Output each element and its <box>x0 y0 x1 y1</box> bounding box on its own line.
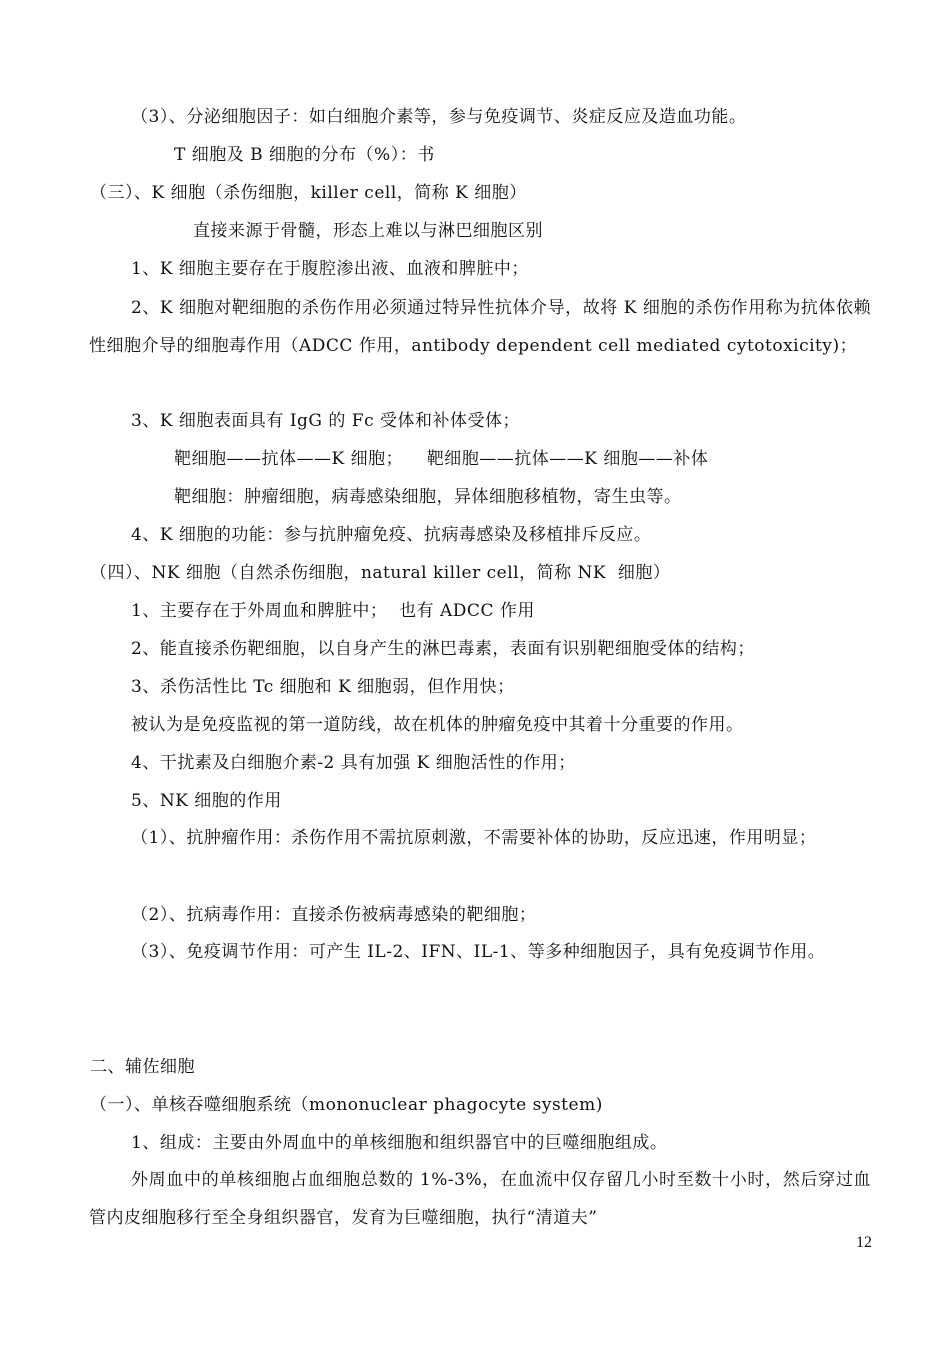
text-line: 3、K 细胞表面具有 IgG 的 Fc 受体和补体受体； <box>131 411 521 431</box>
text-line: 被认为是免疫监视的第一道防线，故在机体的肿瘤免疫中其着十分重要的作用。 <box>131 715 744 735</box>
text-line: 1、组成：主要由外周血中的单核细胞和组织器官中的巨噬细胞组成。 <box>131 1133 668 1153</box>
paragraph: （1）、抗肿瘤作用：杀伤作用不需抗原刺激，不需要补体的协助，反应迅速，作用明显； <box>131 828 817 848</box>
paragraph: （3）、免疫调节作用：可产生 IL-2、IFN、IL-1、等多种细胞因子，具有免疫调节作用。 <box>131 942 826 962</box>
text-line: 4、干扰素及白细胞介素-2 具有加强 K 细胞活性的作用； <box>131 753 576 773</box>
page-number: 12 <box>856 1234 872 1251</box>
text-line: （3）、分泌细胞因子：如白细胞介素等，参与免疫调节、炎症反应及造血功能。 <box>131 107 747 127</box>
text-line: 靶细胞：肿瘤细胞，病毒感染细胞，异体细胞移植物，寄生虫等。 <box>174 487 682 507</box>
section-heading: 二、辅佐细胞 <box>90 1057 195 1077</box>
text-line: 5、NK 细胞的作用 <box>131 791 282 811</box>
text-line: 3、杀伤活性比 Tc 细胞和 K 细胞弱，但作用快； <box>131 677 515 697</box>
text-line: （2）、抗病毒作用：直接杀伤被病毒感染的靶细胞； <box>131 905 537 925</box>
text-line: 直接来源于骨髓，形态上难以与淋巴细胞区别 <box>193 221 543 241</box>
text-line: 2、能直接杀伤靶细胞，以自身产生的淋巴毒素，表面有识别靶细胞受体的结构； <box>131 639 755 659</box>
section-heading: （三）、K 细胞（杀伤细胞，killer cell，简称 K 细胞） <box>90 183 527 203</box>
section-heading: （一）、单核吞噬细胞系统（mononuclear phagocyte system) <box>90 1095 603 1115</box>
text-line: 1、K 细胞主要存在于腹腔渗出液、血液和脾脏中； <box>131 259 529 279</box>
text-line: T 细胞及 B 细胞的分布（%）：书 <box>174 145 435 165</box>
text-line: 1、主要存在于外周血和脾脏中； 也有 ADCC 作用 <box>131 601 535 621</box>
paragraph: 2、K 细胞对靶细胞的杀伤作用必须通过特异性抗体介导，故将 K 细胞的杀伤作用称为抗体依赖性细胞介导的细胞毒作用（ADCC 作用，antibody dependent cell mediated cytotoxicity)； <box>89 298 871 356</box>
paragraph: 外周血中的单核细胞占血细胞总数的 1%-3%，在血流中仅存留几小时至数十小时，然后穿过血管内皮细胞移行至全身组织器官，发育为巨噬细胞，执行“清道夫” <box>89 1170 871 1228</box>
section-heading: （四）、NK 细胞（自然杀伤细胞，natural killer cell，简称 NK 细胞） <box>90 563 671 583</box>
text-line: 靶细胞——抗体——K 细胞； 靶细胞——抗体——K 细胞——补体 <box>174 449 709 469</box>
text-line: 4、K 细胞的功能：参与抗肿瘤免疫、抗病毒感染及移植排斥反应。 <box>131 525 652 545</box>
